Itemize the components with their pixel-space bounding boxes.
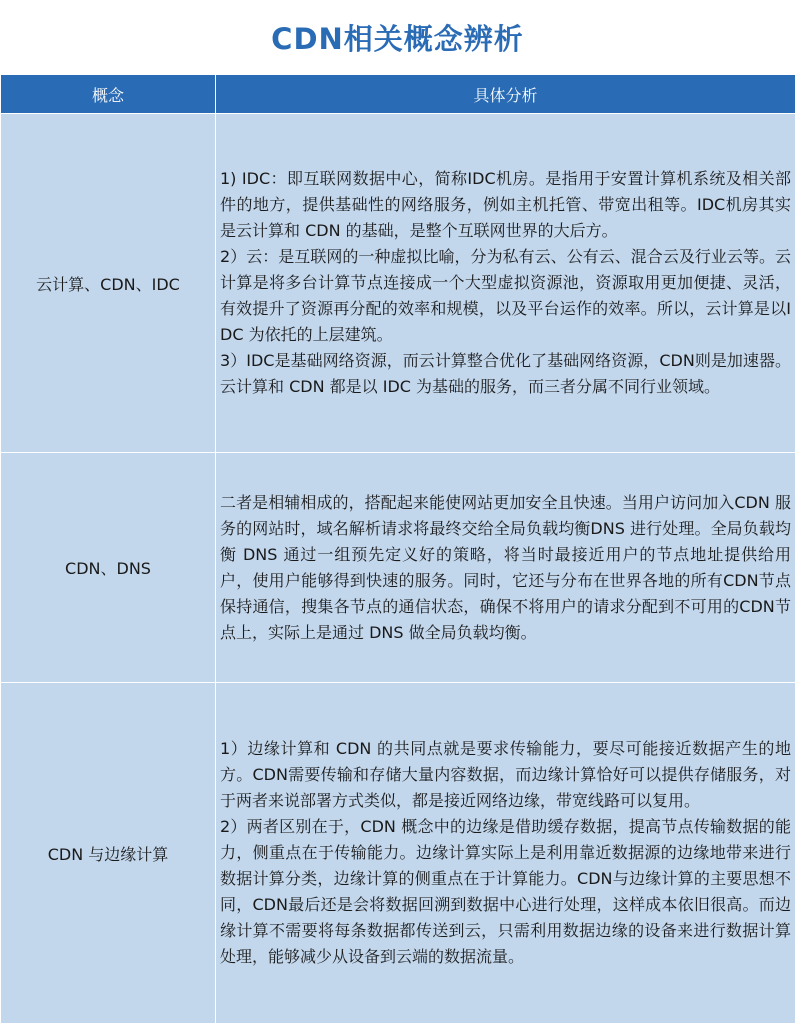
analysis-paragraph: 二者是相辅相成的，搭配起来能使网站更加安全且快速。当用户访问加入CDN 服务的网站时，域名解析请求将最终交给全局负载均衡DNS 进行处理。全局负载均衡 DNS 通过一组预先定义好的策略，将当时最接近用户的节点地址提供给用户，使用户能够得到快速的服务。同时，它还与分布在世界各地的所有CDN节点保持通信，搜集各节点的通信状态，确保不将用户的请求分配到不可用的CDN节点上，实际上是通过 DNS 做全局负载均衡。 bbox=[220, 490, 791, 646]
table-row bbox=[1, 683, 795, 1024]
analysis-cell bbox=[216, 683, 795, 1024]
analysis-paragraph: 2）两者区别在于，CDN 概念中的边缘是借助缓存数据，提高节点传输数据的能力，侧重点在于传输能力。边缘计算实际上是利用靠近数据源的边缘地带来进行数据计算分类，边缘计算的侧重点在于计算能力。CDN与边缘计算的主要思想不同，CDN最后还是会将数据回溯到数据中心进行处理，这样成本依旧很高。而边缘计算不需要将每条数据都传送到云，只需利用数据边缘的设备来进行数据计算处理，能够减少从设备到云端的数据流量。 bbox=[220, 814, 791, 970]
concept-table bbox=[0, 74, 795, 1024]
table-row bbox=[1, 114, 795, 453]
concept-cell: 云计算、CDN、IDC bbox=[1, 114, 216, 453]
page-title: CDN相关概念辨析 bbox=[0, 0, 795, 74]
analysis-cell bbox=[216, 453, 795, 683]
analysis-paragraph: 1）边缘计算和 CDN 的共同点就是要求传输能力，要尽可能接近数据产生的地方。CDN需要传输和存储大量内容数据，而边缘计算恰好可以提供存储服务，对于两者来说部署方式类似，都是接近网络边缘，带宽线路可以复用。 bbox=[220, 736, 791, 814]
concept-cell: CDN 与边缘计算 bbox=[1, 683, 216, 1024]
analysis-cell bbox=[216, 114, 795, 453]
analysis-paragraph: 2）云：是互联网的一种虚拟比喻，分为私有云、公有云、混合云及行业云等。云计算是将多台计算节点连接成一个大型虚拟资源池，资源取用更加便捷、灵活，有效提升了资源再分配的效率和规模，以及平台运作的效率。所以，云计算是以IDC 为依托的上层建筑。 bbox=[220, 244, 791, 348]
concept-cell: CDN、DNS bbox=[1, 453, 216, 683]
table-header-row bbox=[1, 75, 795, 114]
analysis-paragraph: 1) IDC：即互联网数据中心，简称IDC机房。是指用于安置计算机系统及相关部件的地方，提供基础性的网络服务，例如主机托管、带宽出租等。IDC机房其实是云计算和 CDN 的基础，是整个互联网世界的大后方。 bbox=[220, 166, 791, 244]
table-row bbox=[1, 453, 795, 683]
header-concept: 概念 bbox=[1, 75, 216, 114]
analysis-paragraph: 3）IDC是基础网络资源，而云计算整合优化了基础网络资源，CDN则是加速器。云计算和 CDN 都是以 IDC 为基础的服务，而三者分属不同行业领域。 bbox=[220, 348, 791, 400]
header-analysis: 具体分析 bbox=[216, 75, 795, 114]
